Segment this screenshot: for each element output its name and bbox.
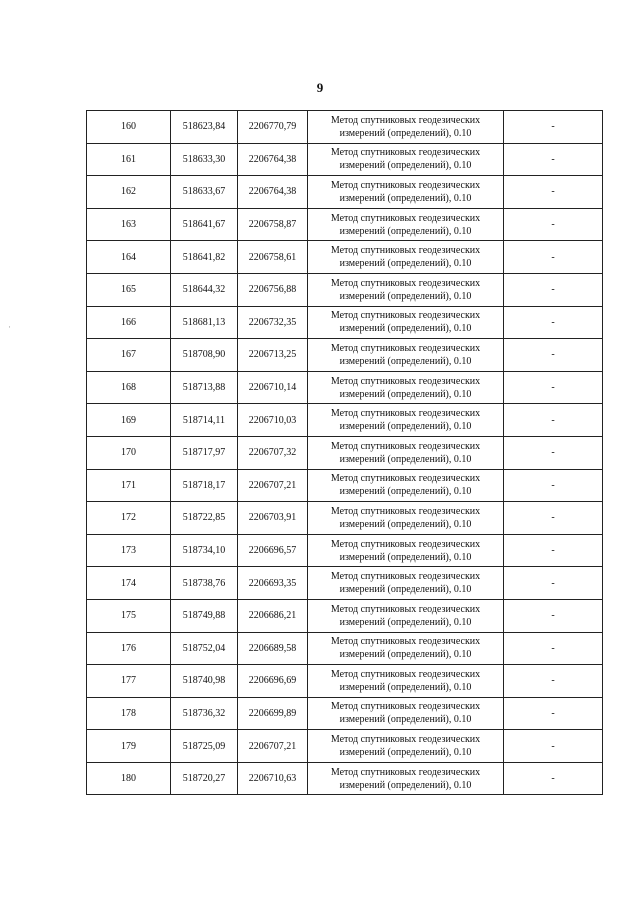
x-coordinate-cell: 518641,82	[171, 241, 238, 274]
table-row	[87, 502, 603, 535]
accuracy-cell: -	[504, 208, 603, 241]
point-number-cell: 171	[87, 469, 171, 502]
x-coordinate-cell: 518734,10	[171, 534, 238, 567]
method-line-1: Метод спутниковых геодезических	[330, 179, 481, 191]
point-number-cell: 173	[87, 534, 171, 567]
method-line-1: Метод спутниковых геодезических	[330, 212, 481, 224]
method-line-1: Метод спутниковых геодезических	[330, 571, 481, 583]
x-coordinate-cell: 518725,09	[171, 730, 238, 763]
point-number-cell: 169	[87, 404, 171, 437]
point-number-cell: 179	[87, 730, 171, 763]
table-row	[87, 273, 603, 306]
method-cell	[308, 436, 504, 469]
y-coordinate-cell: 2206764,38	[238, 176, 308, 209]
page-number: 9	[316, 80, 324, 95]
accuracy-cell: -	[504, 273, 603, 306]
method-cell	[308, 111, 504, 144]
y-coordinate-cell: 2206710,63	[238, 762, 308, 795]
method-cell	[308, 665, 504, 698]
y-coordinate-cell: 2206696,57	[238, 534, 308, 567]
x-coordinate-cell: 518718,17	[171, 469, 238, 502]
point-number-cell: 178	[87, 697, 171, 730]
y-coordinate-cell: 2206693,35	[238, 567, 308, 600]
accuracy-cell: -	[504, 567, 603, 600]
method-line-1: Метод спутниковых геодезических	[330, 310, 481, 322]
y-coordinate-cell: 2206686,21	[238, 599, 308, 632]
x-coordinate-cell: 518644,32	[171, 273, 238, 306]
accuracy-cell: -	[504, 599, 603, 632]
method-line-2: измерений (определений), 0.10	[339, 584, 472, 596]
method-line-2: измерений (определений), 0.10	[339, 681, 472, 693]
method-line-1: Метод спутниковых геодезических	[330, 114, 481, 126]
scan-mark: ·	[8, 322, 11, 332]
y-coordinate-cell: 2206707,21	[238, 469, 308, 502]
method-line-2: измерений (определений), 0.10	[339, 258, 472, 270]
y-coordinate-cell: 2206699,89	[238, 697, 308, 730]
method-line-2: измерений (определений), 0.10	[339, 323, 472, 335]
method-cell	[308, 469, 504, 502]
method-cell	[308, 502, 504, 535]
x-coordinate-cell: 518738,76	[171, 567, 238, 600]
table-row	[87, 143, 603, 176]
method-cell	[308, 599, 504, 632]
method-cell	[308, 697, 504, 730]
method-line-2: измерений (определений), 0.10	[339, 486, 472, 498]
method-cell	[308, 567, 504, 600]
method-line-2: измерений (определений), 0.10	[339, 421, 472, 433]
x-coordinate-cell: 518713,88	[171, 371, 238, 404]
table-row	[87, 306, 603, 339]
table-row	[87, 730, 603, 763]
point-number-cell: 175	[87, 599, 171, 632]
method-line-1: Метод спутниковых геодезических	[330, 734, 481, 746]
method-line-1: Метод спутниковых геодезических	[330, 766, 481, 778]
method-line-1: Метод спутниковых геодезических	[330, 375, 481, 387]
point-number-cell: 165	[87, 273, 171, 306]
table-row	[87, 665, 603, 698]
method-line-2: измерений (определений), 0.10	[339, 160, 472, 172]
method-line-1: Метод спутниковых геодезических	[330, 147, 481, 159]
method-line-2: измерений (определений), 0.10	[339, 714, 472, 726]
method-cell	[308, 208, 504, 241]
y-coordinate-cell: 2206713,25	[238, 339, 308, 372]
accuracy-cell: -	[504, 241, 603, 274]
accuracy-cell: -	[504, 762, 603, 795]
method-line-1: Метод спутниковых геодезических	[330, 538, 481, 550]
method-cell	[308, 339, 504, 372]
accuracy-cell: -	[504, 730, 603, 763]
point-number-cell: 161	[87, 143, 171, 176]
point-number-cell: 168	[87, 371, 171, 404]
accuracy-cell: -	[504, 502, 603, 535]
table-row	[87, 436, 603, 469]
x-coordinate-cell: 518641,67	[171, 208, 238, 241]
method-cell	[308, 632, 504, 665]
table-row	[87, 208, 603, 241]
accuracy-cell: -	[504, 534, 603, 567]
x-coordinate-cell: 518720,27	[171, 762, 238, 795]
table-row	[87, 567, 603, 600]
table-row	[87, 176, 603, 209]
point-number-cell: 166	[87, 306, 171, 339]
y-coordinate-cell: 2206758,87	[238, 208, 308, 241]
y-coordinate-cell: 2206756,88	[238, 273, 308, 306]
method-cell	[308, 273, 504, 306]
method-line-2: измерений (определений), 0.10	[339, 453, 472, 465]
table-row	[87, 469, 603, 502]
method-cell	[308, 241, 504, 274]
x-coordinate-cell: 518752,04	[171, 632, 238, 665]
point-number-cell: 172	[87, 502, 171, 535]
point-number-cell: 170	[87, 436, 171, 469]
table-row	[87, 762, 603, 795]
accuracy-cell: -	[504, 469, 603, 502]
x-coordinate-cell: 518722,85	[171, 502, 238, 535]
method-line-2: измерений (определений), 0.10	[339, 192, 472, 204]
x-coordinate-cell: 518708,90	[171, 339, 238, 372]
method-line-2: измерений (определений), 0.10	[339, 355, 472, 367]
method-cell	[308, 534, 504, 567]
y-coordinate-cell: 2206764,38	[238, 143, 308, 176]
point-number-cell: 174	[87, 567, 171, 600]
method-cell	[308, 306, 504, 339]
point-number-cell: 162	[87, 176, 171, 209]
method-cell	[308, 762, 504, 795]
x-coordinate-cell: 518740,98	[171, 665, 238, 698]
method-line-2: измерений (определений), 0.10	[339, 290, 472, 302]
table-row	[87, 371, 603, 404]
y-coordinate-cell: 2206758,61	[238, 241, 308, 274]
accuracy-cell: -	[504, 176, 603, 209]
method-line-1: Метод спутниковых геодезических	[330, 277, 481, 289]
method-cell	[308, 143, 504, 176]
x-coordinate-cell: 518681,13	[171, 306, 238, 339]
y-coordinate-cell: 2206732,35	[238, 306, 308, 339]
y-coordinate-cell: 2206696,69	[238, 665, 308, 698]
y-coordinate-cell: 2206703,91	[238, 502, 308, 535]
accuracy-cell: -	[504, 143, 603, 176]
point-number-cell: 163	[87, 208, 171, 241]
method-line-1: Метод спутниковых геодезических	[330, 440, 481, 452]
method-line-1: Метод спутниковых геодезических	[330, 342, 481, 354]
method-line-2: измерений (определений), 0.10	[339, 127, 472, 139]
method-line-1: Метод спутниковых геодезических	[330, 636, 481, 648]
coordinates-table	[86, 110, 603, 795]
method-line-2: измерений (определений), 0.10	[339, 388, 472, 400]
accuracy-cell: -	[504, 436, 603, 469]
y-coordinate-cell: 2206707,21	[238, 730, 308, 763]
method-line-2: измерений (определений), 0.10	[339, 779, 472, 791]
table-row	[87, 111, 603, 144]
y-coordinate-cell: 2206707,32	[238, 436, 308, 469]
method-line-1: Метод спутниковых геодезических	[330, 701, 481, 713]
table-row	[87, 632, 603, 665]
x-coordinate-cell: 518633,30	[171, 143, 238, 176]
y-coordinate-cell: 2206710,03	[238, 404, 308, 437]
x-coordinate-cell: 518749,88	[171, 599, 238, 632]
table-row	[87, 697, 603, 730]
method-line-1: Метод спутниковых геодезических	[330, 473, 481, 485]
accuracy-cell: -	[504, 632, 603, 665]
method-cell	[308, 730, 504, 763]
x-coordinate-cell: 518633,67	[171, 176, 238, 209]
y-coordinate-cell: 2206770,79	[238, 111, 308, 144]
method-line-1: Метод спутниковых геодезических	[330, 603, 481, 615]
accuracy-cell: -	[504, 111, 603, 144]
y-coordinate-cell: 2206710,14	[238, 371, 308, 404]
table-row	[87, 599, 603, 632]
point-number-cell: 164	[87, 241, 171, 274]
point-number-cell: 160	[87, 111, 171, 144]
method-line-1: Метод спутниковых геодезических	[330, 668, 481, 680]
method-line-2: измерений (определений), 0.10	[339, 225, 472, 237]
method-line-2: измерений (определений), 0.10	[339, 747, 472, 759]
x-coordinate-cell: 518736,32	[171, 697, 238, 730]
accuracy-cell: -	[504, 339, 603, 372]
point-number-cell: 167	[87, 339, 171, 372]
method-line-2: измерений (определений), 0.10	[339, 649, 472, 661]
accuracy-cell: -	[504, 404, 603, 437]
method-line-1: Метод спутниковых геодезических	[330, 505, 481, 517]
method-cell	[308, 176, 504, 209]
method-line-2: измерений (определений), 0.10	[339, 518, 472, 530]
accuracy-cell: -	[504, 665, 603, 698]
method-cell	[308, 371, 504, 404]
method-line-2: измерений (определений), 0.10	[339, 616, 472, 628]
accuracy-cell: -	[504, 371, 603, 404]
accuracy-cell: -	[504, 697, 603, 730]
point-number-cell: 177	[87, 665, 171, 698]
x-coordinate-cell: 518717,97	[171, 436, 238, 469]
y-coordinate-cell: 2206689,58	[238, 632, 308, 665]
table-row	[87, 241, 603, 274]
method-cell	[308, 404, 504, 437]
table-row	[87, 404, 603, 437]
method-line-1: Метод спутниковых геодезических	[330, 408, 481, 420]
method-line-2: измерений (определений), 0.10	[339, 551, 472, 563]
table-row	[87, 534, 603, 567]
x-coordinate-cell: 518623,84	[171, 111, 238, 144]
point-number-cell: 180	[87, 762, 171, 795]
accuracy-cell: -	[504, 306, 603, 339]
point-number-cell: 176	[87, 632, 171, 665]
coordinates-table-body	[87, 111, 603, 795]
method-line-1: Метод спутниковых геодезических	[330, 245, 481, 257]
table-row	[87, 339, 603, 372]
x-coordinate-cell: 518714,11	[171, 404, 238, 437]
